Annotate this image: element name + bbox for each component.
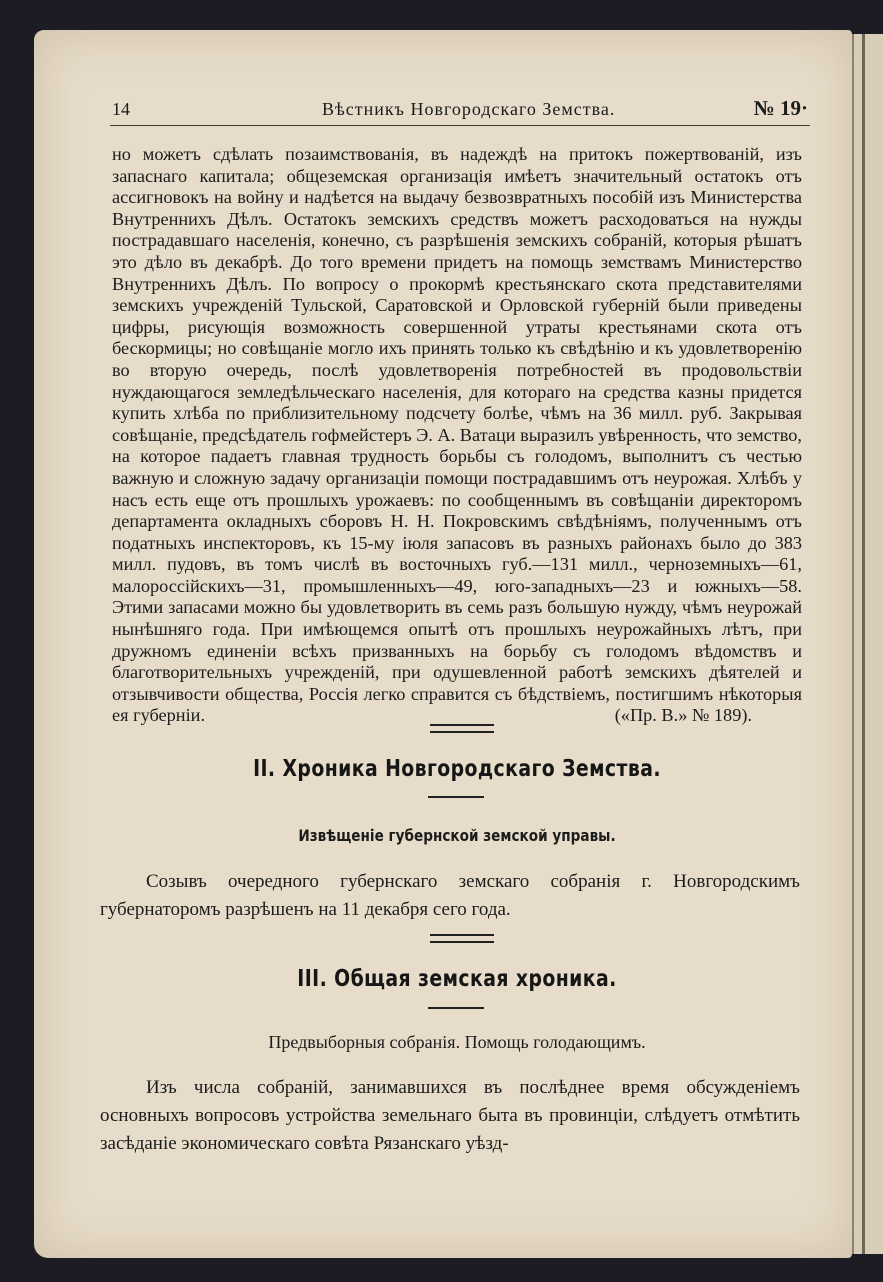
citation: («Пр. В.» № 189).: [614, 705, 752, 726]
article-text: но можетъ сдѣлать позаимствованія, въ надеждѣ на притокъ пожертвованій, изъ запаснаго капитала; общеземская организація имѣетъ значительный остатокъ отъ ассигновокъ на войну и надѣется на выдачу безвозвратныхъ пособій изъ Министерства Внутреннихъ Дѣлъ. Остатокъ земскихъ средствъ можетъ расходоваться на нужды пострадавшаго населенія, конечно, съ разрѣшенія земскихъ собраній, которыя рѣшатъ это дѣло въ декабрѣ. До того времени придетъ на помощь земствамъ Министерство Внутреннихъ Дѣлъ. По вопросу о прокормѣ крестьянскаго скота представителями земскихъ учрежденій Тульской, Саратовской и Орловской губерній были приведены цифры, рисующія возможность совершенной утраты крестьянами скота отъ бескормицы; но совѣщаніе могло ихъ принять только къ свѣдѣнію и къ удовлетворенію во вторую очередь, послѣ удовлетворенія потребностей въ продовольствіи нуждающагося земледѣльческаго населенія, для котораго на средства казны придется купить хлѣба по приблизительному подсчету болѣе, чѣмъ на 36 милл. руб. Закрывая совѣщаніе, предсѣдатель гофмейстеръ Э. А. Ватаци выразилъ увѣренность, что земство, на которое падаетъ главная трудность борьбы съ голодомъ, выполнитъ съ честью важную и сложную задачу организаціи помощи пострадавшимъ отъ неурожая. Хлѣбъ у насъ есть еще отъ прошлыхъ урожаевъ: по сообщеннымъ въ совѣщаніи директоромъ департамента окладныхъ сборовъ Н. Н. Покровскимъ свѣдѣніямъ, полученнымъ отъ податныхъ инспекторовъ, къ 15-му іюля запасовъ въ разныхъ районахъ было до 383 милл. пудовъ, въ томъ числѣ въ восточныхъ губ.—131 милл., черноземныхъ—61, малороссійскихъ—31, промышленныхъ—49, юго-западныхъ—23 и южныхъ—58. Этими запасами можно бы удовлетворить въ семь разъ большую нужду, чѣмъ неурожай нынѣшняго года. При имѣющемся опытѣ отъ прошлыхъ неурожайныхъ лѣтъ, при дружномъ единеніи всѣхъ призванныхъ на борьбу съ голодомъ вѣдомствъ и благотворительныхъ учрежденій, при одушевленной работѣ земскихъ дѣятелей и отзывчивости общества, Россія легко справится съ бѣдствіемъ, постигшимъ нѣкоторыя ея губерніи.: [112, 144, 802, 726]
article-continuation: [112, 144, 802, 727]
running-title: Вѣстникъ Новгородскаго Земства.: [322, 99, 616, 119]
page-header: [112, 96, 812, 126]
section-2-paragraph: Созывъ очередного губернскаго земскаго собранія г. Новгородскимъ губернаторомъ разрѣшенъ на 11 декабря сего года.: [100, 871, 800, 920]
section-2-heading: II. Хроника Новгородскаго Земства.: [253, 756, 661, 782]
section-3-heading: III. Общая земская хроника.: [297, 966, 617, 992]
section-3-subheading: Предвыборныя собранія. Помощь голодающимъ.: [268, 1032, 646, 1052]
section-3-rule: [428, 1007, 484, 1009]
section-divider-double: [430, 724, 494, 733]
section-3-paragraph: Изъ числа собраній, занимавшихся въ послѣднее время обсужденіемъ основныхъ вопросовъ устройства земельнаго быта въ провинціи, слѣдуетъ отмѣтить засѣданіе экономическаго совѣта Рязанскаго уѣзд-: [100, 1077, 800, 1154]
page-number: 14: [112, 99, 130, 119]
next-page-edge: [852, 34, 883, 1254]
section-2-subheading: Извѣщеніе губернской земской управы.: [298, 826, 616, 845]
issue-number: № 19·: [753, 96, 808, 120]
header-rule: [110, 125, 810, 126]
section-2-rule: [428, 796, 484, 798]
section-divider-double-2: [430, 934, 494, 943]
